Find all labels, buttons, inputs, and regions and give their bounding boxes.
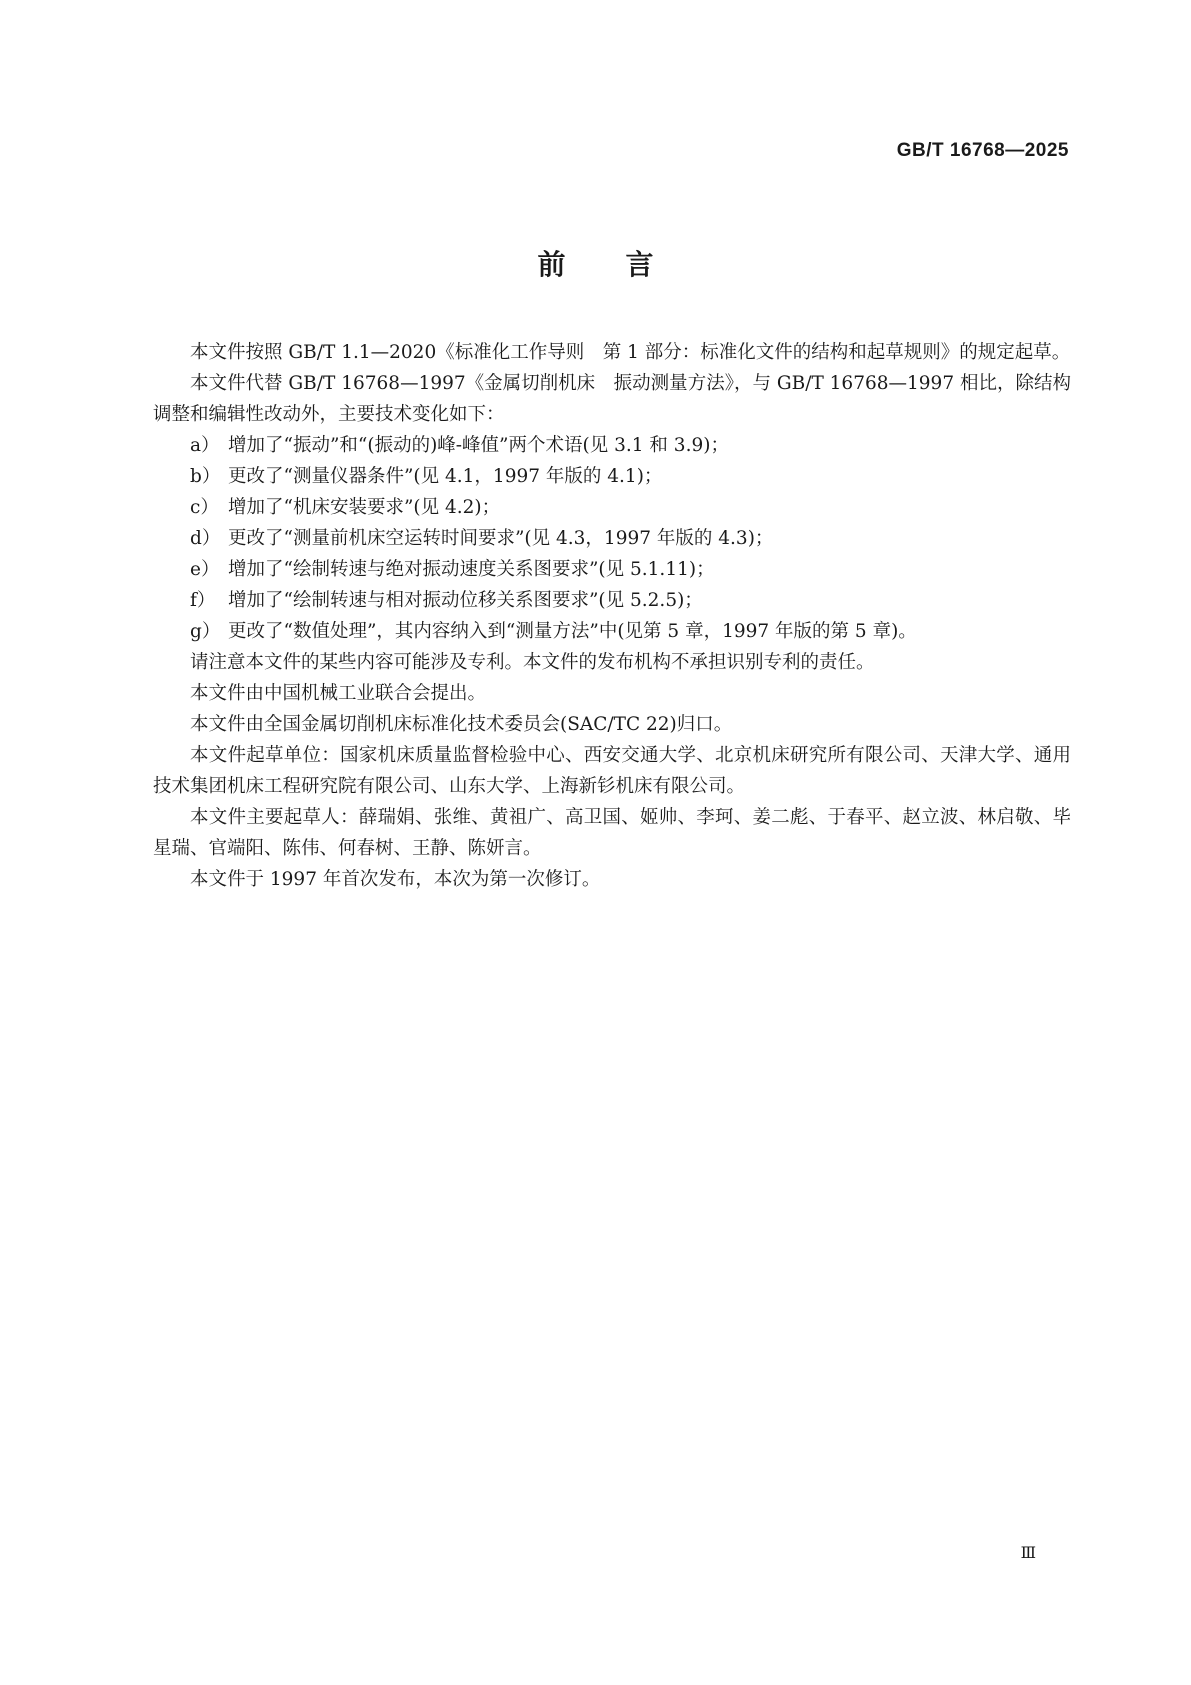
foreword-body bbox=[153, 337, 1071, 895]
paragraph-history: 本文件于 1997 年首次发布，本次为第一次修订。 bbox=[190, 869, 601, 890]
paragraph-replacement: 本文件代替 GB/T 16768—1997《金属切削机床 振动测量方法》，与 GB/T 16768—1997 相比，除结构调整和编辑性改动外，主要技术变化如下： bbox=[153, 373, 1071, 425]
document-code: GB/T 16768—2025 bbox=[896, 140, 1069, 161]
list-item bbox=[153, 523, 1071, 554]
list-marker: c） bbox=[190, 497, 219, 518]
list-marker: f） bbox=[190, 590, 216, 611]
list-item-text: 更改了“数值处理”，其内容纳入到“测量方法”中(见第 5 章，1997 年版的第 5 章)。 bbox=[228, 621, 917, 642]
changes-list bbox=[153, 430, 1071, 647]
paragraph-patent-notice: 请注意本文件的某些内容可能涉及专利。本文件的发布机构不承担识别专利的责任。 bbox=[190, 652, 875, 673]
list-item bbox=[153, 554, 1071, 585]
list-item bbox=[153, 461, 1071, 492]
list-item-text: 增加了“绘制转速与绝对振动速度关系图要求”(见 5.1.11)； bbox=[228, 559, 715, 580]
paragraph-drafting-units: 本文件起草单位：国家机床质量监督检验中心、西安交通大学、北京机床研究所有限公司、天津大学、通用技术集团机床工程研究院有限公司、山东大学、上海新钐机床有限公司。 bbox=[153, 745, 1071, 797]
list-item bbox=[153, 430, 1071, 461]
list-item-text: 增加了“振动”和“(振动的)峰-峰值”两个术语(见 3.1 和 3.9)； bbox=[228, 435, 729, 456]
list-marker: b） bbox=[190, 466, 221, 487]
list-item-text: 更改了“测量前机床空运转时间要求”(见 4.3，1997 年版的 4.3)； bbox=[228, 528, 774, 549]
list-marker: e） bbox=[190, 559, 220, 580]
list-item-text: 更改了“测量仪器条件”(见 4.1，1997 年版的 4.1)； bbox=[228, 466, 663, 487]
list-item bbox=[153, 492, 1071, 523]
list-item bbox=[153, 616, 1071, 647]
list-marker: d） bbox=[190, 528, 221, 549]
list-item-text: 增加了“绘制转速与相对振动位移关系图要求”(见 5.2.5)； bbox=[228, 590, 703, 611]
list-item bbox=[153, 585, 1071, 616]
page-number: Ⅲ bbox=[1020, 1543, 1036, 1562]
paragraph-committee: 本文件由全国金属切削机床标准化技术委员会(SAC/TC 22)归口。 bbox=[190, 714, 733, 735]
paragraph-drafting-rules: 本文件按照 GB/T 1.1—2020《标准化工作导则 第 1 部分：标准化文件的结构和起草规则》的规定起草。 bbox=[190, 342, 1071, 363]
page-title: 前言 bbox=[537, 248, 714, 281]
paragraph-drafters: 本文件主要起草人：薛瑞娟、张维、黄祖广、高卫国、姬帅、李珂、姜二彪、于春平、赵立波、林启敬、毕星瑞、官端阳、陈伟、何春树、王静、陈妍言。 bbox=[153, 807, 1071, 859]
paragraph-proposer: 本文件由中国机械工业联合会提出。 bbox=[190, 683, 487, 704]
list-marker: a） bbox=[190, 435, 220, 456]
list-marker: g） bbox=[190, 621, 221, 642]
list-item-text: 增加了“机床安装要求”(见 4.2)； bbox=[228, 497, 501, 518]
